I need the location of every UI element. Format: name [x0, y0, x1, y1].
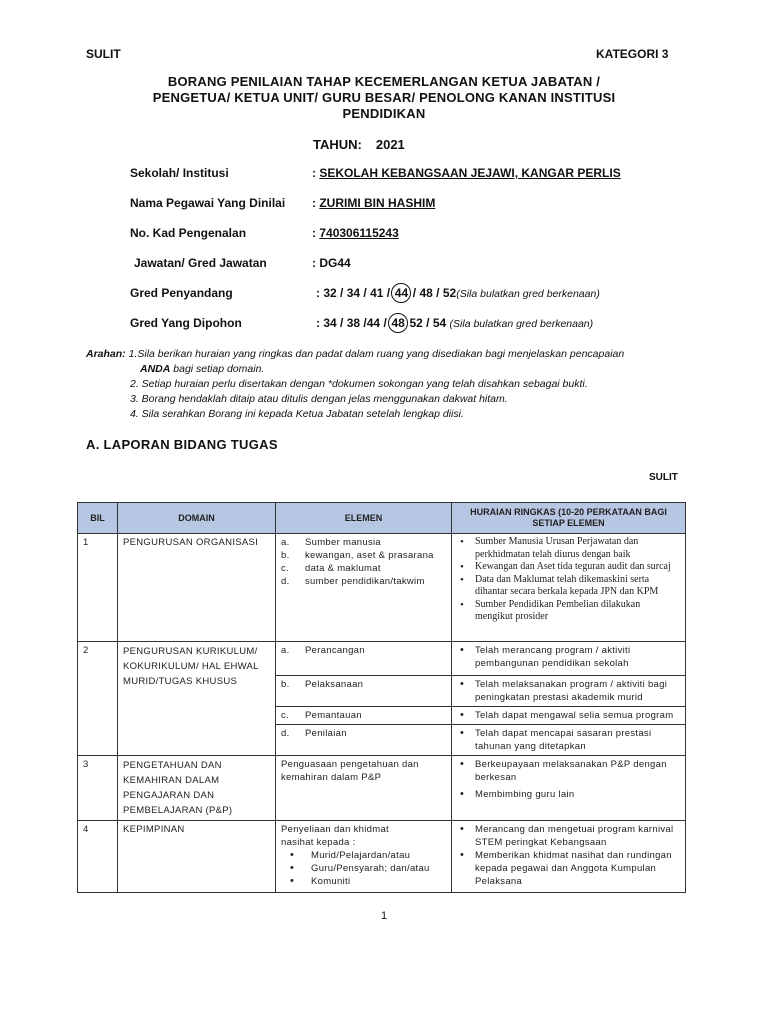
cell-elemen [276, 534, 452, 642]
list-item: • Sumber Pendidikan Pembelian dilakukan mengikut prosider [457, 599, 680, 624]
element-intro: Penyeliaan dan khidmat nasihat kepada : [281, 824, 390, 848]
header-bil: BIL [78, 503, 118, 534]
field-colon: : 740306115243 [312, 226, 399, 240]
form-title [0, 74, 768, 122]
page-number: 1 [380, 910, 388, 922]
grade-option: 34 [346, 286, 361, 300]
list-marker: d. [281, 576, 290, 587]
list-text: kewangan, aset & prasarana [305, 550, 434, 561]
list-marker: b. [281, 550, 290, 561]
instruction-emphasis: ANDA [140, 363, 171, 375]
element-list [281, 644, 446, 657]
description-list [457, 644, 680, 670]
element-list [281, 727, 446, 740]
list-item [281, 549, 446, 562]
year-value: 2021 [375, 137, 405, 152]
description-list [457, 823, 680, 888]
grade-option: 32 [323, 286, 337, 300]
table-row [78, 642, 686, 676]
header-huraian: HURAIAN RINGKAS (10-20 PERKATAAN BAGI SETIAP ELEMEN [452, 503, 686, 534]
list-item: • Komuniti [287, 875, 446, 888]
list-item [281, 709, 446, 722]
list-item: • Berkeupayaan melaksanakan P&P dengan berkesan [457, 758, 680, 784]
grade-option: 41 [370, 286, 384, 300]
cell-huraian [452, 725, 686, 756]
field-label: Sekolah/ Institusi [130, 166, 229, 180]
instruction-1 [86, 347, 706, 362]
cell-elemen [276, 676, 452, 707]
list-item: • Telah melaksanakan program / aktiviti bagi peningkatan prestasi akademik murid [457, 678, 680, 704]
field-value: DG44 [319, 256, 351, 270]
list-text: sumber pendidikan/takwim [305, 576, 425, 587]
table-row [78, 534, 686, 642]
field-value: 740306115243 [319, 226, 399, 240]
description-list [457, 536, 680, 624]
cell-huraian [452, 642, 686, 676]
grade-options: : 32 / 34 / 41 / 44 / 48 / 52(Sila bulatkan gred berkenaan) [316, 286, 600, 303]
header-elemen: ELEMEN [276, 503, 452, 534]
grade-note: (Sila bulatkan gred berkenaan) [456, 288, 600, 300]
cell-huraian [452, 821, 686, 893]
header-domain: DOMAIN [118, 503, 276, 534]
instructions-label: Arahan: [86, 348, 126, 360]
field-colon: : ZURIMI BIN HASHIM [312, 196, 436, 210]
grade-option: 48 [419, 286, 433, 300]
list-text: Perancangan [305, 645, 365, 656]
grade-option: 54 [432, 316, 447, 330]
element-list [281, 536, 446, 588]
list-text: Pemantauan [305, 710, 362, 721]
instruction-text: bagi setiap domain. [173, 363, 265, 375]
title-line-1: BORANG PENILAIAN TAHAP KECEMERLANGAN KETUA JABATAN / [167, 74, 601, 89]
grade-option: 52 [409, 316, 423, 330]
list-item: • Data dan Maklumat telah dikemaskini serta dihantar secara berkala kepada JPN dan KPM [457, 574, 680, 599]
description-list [457, 678, 680, 704]
list-item: • Merancang dan mengetuai program karnival STEM peringkat Kebangsaan [457, 823, 680, 849]
description-list [457, 727, 680, 753]
instruction-3: 3. Borang hendaklah ditaip atau ditulis dengan jelas menggunakan dakwat hitam. [130, 393, 508, 405]
list-text: Pelaksanaan [305, 679, 364, 690]
grade-option: 52 [442, 286, 457, 300]
list-text: Penilaian [305, 728, 347, 739]
list-item [281, 678, 446, 691]
cell-elemen [276, 642, 452, 676]
field-label: No. Kad Pengenalan [130, 226, 247, 240]
field-label: Nama Pegawai Yang Dinilai [130, 196, 286, 210]
cell-elemen: Penguasaan pengetahuan dan kemahiran dalam P&P [276, 756, 452, 821]
cell-bil: 1 [78, 534, 118, 642]
list-marker: b. [281, 679, 290, 690]
list-item: • Memberikan khidmat nasihat dan rundingan kepada pegawai dan Anggota Kumpulan Pelaksana [457, 849, 680, 888]
table-row [78, 821, 686, 893]
classification-label: SULIT [86, 47, 121, 61]
grade-options: : 34 / 38 /44 / 48 52 / 54 (Sila bulatkan gred berkenaan) [316, 316, 593, 333]
cell-bil: 3 [78, 756, 118, 821]
field-colon: : DG44 [312, 256, 351, 270]
section-title: A. LAPORAN BIDANG TUGAS [86, 437, 278, 452]
field-label: Gred Yang Dipohon [130, 316, 242, 330]
grade-option-circled: 44 [391, 283, 411, 303]
list-item: • Telah dapat mengawal selia semua program [457, 709, 680, 722]
grade-option: 38 [346, 316, 361, 330]
element-list [287, 849, 446, 888]
list-item: • Membimbing guru lain [457, 788, 680, 801]
cell-domain: PENGURUSAN KURIKULUM/ KOKURIKULUM/ HAL EHWAL MURID/TUGAS KHUSUS [118, 642, 276, 756]
title-line-3: PENDIDIKAN [342, 106, 426, 121]
description-list [457, 758, 680, 801]
instructions [86, 347, 706, 422]
cell-elemen [276, 707, 452, 725]
field-label: Jawatan/ Gred Jawatan [134, 256, 267, 270]
grade-option: 44 [366, 316, 381, 330]
title-line-2: PENGETUA/ KETUA UNIT/ GURU BESAR/ PENOLONG KANAN INSTITUSI [152, 90, 616, 105]
grade-note: (Sila bulatkan gred berkenaan) [449, 318, 594, 330]
list-item [281, 575, 446, 588]
list-item: • Telah dapat mencapai sasaran prestasi tahunan yang ditetapkan [457, 727, 680, 753]
classification-label-2: SULIT [649, 472, 678, 483]
list-text: Sumber manusia [305, 537, 382, 548]
list-marker: a. [281, 537, 290, 548]
cell-elemen [276, 821, 452, 893]
list-text: data & maklumat [305, 563, 381, 574]
year-field [313, 137, 405, 152]
category-label: KATEGORI 3 [596, 47, 669, 61]
cell-huraian [452, 534, 686, 642]
cell-bil: 2 [78, 642, 118, 756]
cell-bil: 4 [78, 821, 118, 893]
grade-option: 34 [323, 316, 337, 330]
field-value: ZURIMI BIN HASHIM [319, 196, 436, 210]
table-row [78, 756, 686, 821]
instruction-1-cont [140, 362, 760, 377]
list-item: • Murid/Pelajardan/atau [287, 849, 446, 862]
duty-report-table [77, 502, 686, 893]
year-label: TAHUN: [313, 137, 362, 152]
cell-huraian [452, 676, 686, 707]
list-marker: a. [281, 645, 290, 656]
cell-elemen [276, 725, 452, 756]
instruction-text: 1.Sila berikan huraian yang ringkas dan padat dalam ruang yang disediakan bagi menjelaskan pencapaian [128, 348, 625, 360]
cell-domain: KEPIMPINAN [118, 821, 276, 893]
list-marker: d. [281, 728, 290, 739]
list-item [281, 536, 446, 549]
description-list [457, 709, 680, 722]
list-marker: c. [281, 710, 289, 721]
field-value: SEKOLAH KEBANGSAAN JEJAWI, KANGAR PERLIS [319, 166, 621, 180]
field-label: Gred Penyandang [130, 286, 233, 300]
cell-domain: PENGURUSAN ORGANISASI [118, 534, 276, 642]
field-colon: : SEKOLAH KEBANGSAAN JEJAWI, KANGAR PERLIS [312, 166, 621, 180]
cell-huraian [452, 707, 686, 725]
list-item: • Guru/Pensyarah; dan/atau [287, 862, 446, 875]
list-item [281, 562, 446, 575]
element-list [281, 709, 446, 722]
list-item [281, 644, 446, 657]
list-marker: c. [281, 563, 289, 574]
list-item: • Kewangan dan Aset tida teguran audit dan surcaj [457, 561, 680, 574]
list-item: • Telah merancang program / aktiviti pembangunan pendidikan sekolah [457, 644, 680, 670]
instruction-4: 4. Sila serahkan Borang ini kepada Ketua Jabatan setelah lengkap diisi. [130, 408, 464, 420]
list-item: • Sumber Manusia Urusan Perjawatan dan perkhidmatan telah diurus dengan baik [457, 536, 680, 561]
list-item [281, 727, 446, 740]
cell-domain: PENGETAHUAN DAN KEMAHIRAN DALAM PENGAJARAN DAN PEMBELAJARAN (P&P) [118, 756, 276, 821]
grade-option-circled: 48 [388, 313, 408, 333]
cell-huraian [452, 756, 686, 821]
element-list [281, 678, 446, 691]
instruction-2: 2. Setiap huraian perlu disertakan dengan *dokumen sokongan yang telah disahkan sebagai bukti. [130, 378, 588, 390]
table-header-row [78, 503, 686, 534]
